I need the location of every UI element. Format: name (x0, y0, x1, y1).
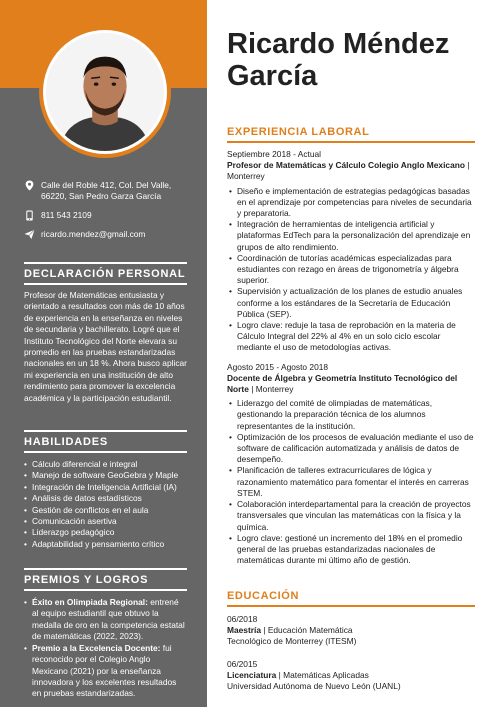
education-date: 06/2015 (227, 658, 258, 669)
job-bullets (227, 186, 475, 354)
award-title: Éxito en Olimpiada Regional: (32, 597, 148, 607)
job-bullet: • Diseño e implementación de estrategias pedagógicas basadas en el aprendizaje por competencias para niveles de secundaria y preparatoria. (229, 186, 475, 220)
job-title-line (227, 160, 475, 182)
skill-item: • Análisis de datos estadísticos (24, 493, 187, 504)
skills-heading: HABILIDADES (24, 430, 187, 453)
profile-photo (43, 30, 167, 154)
awards-section (24, 568, 187, 701)
education-degree: Licenciatura (227, 669, 277, 680)
education-entry (227, 614, 475, 648)
skill-item: • Adaptabilidad y pensamiento crítico (24, 539, 187, 550)
job-bullet: • Logro clave: reduje la tasa de reprobación en la materia de Cálculo Integral del 22% al 4% en un solo ciclo escolar mediante el uso de metodologías activas. (229, 320, 475, 354)
job-dates: Septiembre 2018 - Actual (227, 149, 322, 159)
job-location: | Monterrey (227, 160, 470, 182)
job-title: Profesor de Matemáticas y Cálculo Colegio Anglo Mexicano (227, 160, 465, 171)
contact-phone-row (24, 210, 196, 222)
profile-photo-frame (39, 26, 171, 158)
skill-item: • Manejo de software GeoGebra y Maple (24, 470, 187, 481)
candidate-name-line1: Ricardo Méndez (227, 28, 450, 60)
skills-list (24, 459, 187, 550)
job-bullet: • Integración de herramientas de inteligencia artificial y plataformas EdTech para la personalización del aprendizaje en grupos de alto rendimiento. (229, 219, 475, 253)
statement-section (24, 262, 187, 404)
location-pin-icon (24, 180, 36, 192)
candidate-name-line2: García (227, 60, 318, 92)
education-degree-line (227, 670, 475, 681)
education-entry (227, 659, 475, 693)
job-title-line (227, 373, 475, 395)
job-dates: Agosto 2015 - Agosto 2018 (227, 361, 329, 372)
job-bullet: • Liderazgo del comité de olimpiadas de matemáticas, gestionando la preparación técnica de los alumnos representantes de la institución. (229, 398, 475, 432)
skill-item: • Cálculo diferencial e integral (24, 459, 187, 470)
job-bullet: • Logro clave: gestioné un incremento del 18% en el promedio general de las pruebas estandarizadas nacionales de matemáticas durante mi último año de gestión. (229, 533, 475, 567)
awards-heading: PREMIOS Y LOGROS (24, 568, 187, 591)
education-list (227, 614, 475, 692)
skill-item: • Comunicación asertiva (24, 516, 187, 527)
education-date: 06/2018 (227, 614, 258, 624)
job-bullet: • Colaboración interdepartamental para la creación de proyectos transversales que vinculan las matemáticas con la física y la química. (229, 499, 475, 533)
education-section (227, 590, 475, 692)
education-degree: Maestría (227, 625, 261, 636)
skill-item: • Integración de Inteligencia Artificial (IA) (24, 482, 187, 493)
skills-section (24, 430, 187, 550)
education-school: Tecnológico de Monterrey (ITESM) (227, 636, 357, 647)
skill-item: • Liderazgo pedagógico (24, 527, 187, 538)
job-bullet: • Optimización de los procesos de evaluación mediante el uso de software de calificación automatizada y análisis de datos de desempeño. (229, 432, 475, 466)
job-entry (227, 149, 475, 354)
contact-info (24, 180, 196, 248)
job-bullets (227, 398, 475, 566)
awards-list (24, 597, 187, 700)
education-heading: EDUCACIÓN (227, 590, 475, 607)
contact-address-row (24, 180, 196, 203)
job-location: | Monterrey (248, 384, 294, 395)
award-title: Premio a la Excelencia Docente: (32, 643, 161, 654)
contact-address: Calle del Roble 412, Col. Del Valle, 66220, San Pedro Garza García (41, 180, 172, 202)
contact-email[interactable]: ricardo.mendez@gmail.com (41, 228, 146, 239)
contact-phone[interactable]: 811 543 2109 (41, 209, 92, 220)
experience-section (227, 126, 475, 566)
statement-text: Profesor de Matemáticas entusiasta y orientado a resultados con más de 10 años de experiencia en la enseñanza en niveles de secundaria y bachillerato. Logré que el Instituto Tecnológico del Norte elevara su promedio en las pruebas estandarizadas nacionales en un 18 %. Ahora busco aplicar mi experiencia en una institución de alto rendimiento para promover la excelencia académica y la participación estudiantil. (24, 290, 187, 403)
award-item (24, 597, 187, 642)
skill-item: • Gestión de conflictos en el aula (24, 505, 187, 516)
job-bullet: • Coordinación de tutorías académicas especializadas para estudiantes con rezago en áreas de trigonometría y álgebra superior. (229, 253, 475, 287)
phone-icon (24, 210, 36, 222)
statement-heading: DECLARACIÓN PERSONAL (24, 262, 187, 285)
award-text: entrené al equipo estudiantil que obtuvo la medalla de oro en la competencia estatal de matemáticas (2022, 2023). (32, 597, 185, 641)
education-degree-line (227, 625, 475, 636)
education-field: | Matemáticas Aplicadas (276, 669, 369, 680)
paper-plane-icon (24, 229, 36, 241)
award-item (24, 643, 187, 699)
job-title: Docente de Álgebra y Geometría Instituto Tecnológico del Norte (227, 372, 458, 395)
contact-email-row (24, 229, 196, 241)
job-bullet: • Supervisión y actualización de los planes de estudio anuales conforme a los estándares de la Secretaría de Educación Pública (SEP). (229, 286, 475, 320)
experience-heading: EXPERIENCIA LABORAL (227, 126, 475, 143)
job-bullet: • Planificación de talleres extracurriculares de lógica y razonamiento matemático para fomentar el interés en carreras STEM. (229, 465, 475, 499)
education-school: Universidad Autónoma de Nuevo León (UANL) (227, 681, 401, 692)
candidate-name (227, 28, 487, 92)
job-entry (227, 362, 475, 567)
sidebar (0, 0, 207, 707)
education-field: | Educación Matemática (260, 625, 353, 636)
award-text: fui reconocido por el Colegio Anglo Mexicano (2021) por la enseñanza innovadora y los excelentes resultados en pruebas estandarizadas. (32, 643, 177, 699)
